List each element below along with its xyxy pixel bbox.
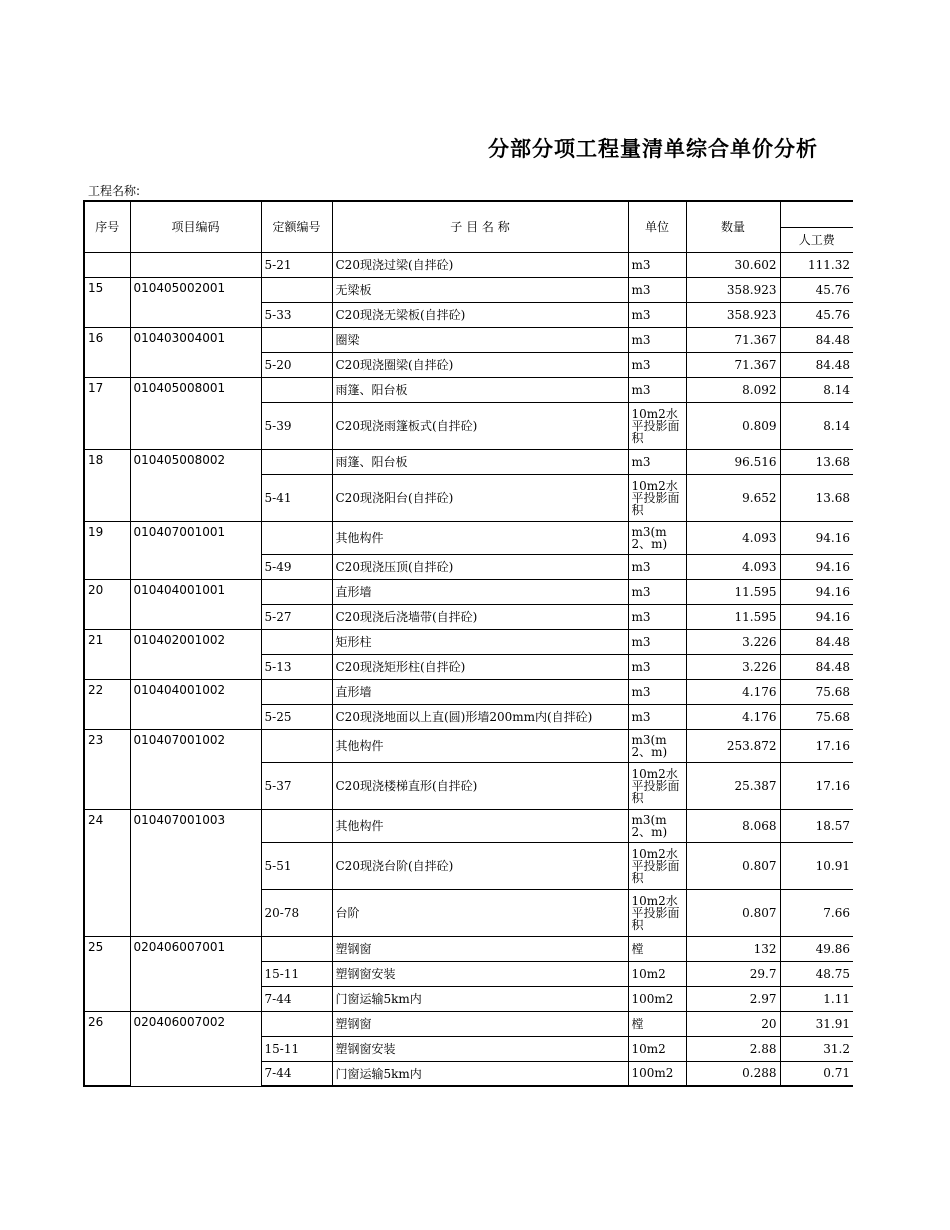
row-labor: 84.48 [780,327,853,352]
row-unit: m3 [628,654,686,679]
row-unit: m3 [628,252,686,277]
row-name: 圈梁 [332,327,628,352]
row-qty: 30.602 [686,252,780,277]
row-qty: 71.367 [686,327,780,352]
row-quota [261,936,332,961]
row-quota [261,521,332,554]
row-quota: 5-13 [261,654,332,679]
row-code: 010407001001 [130,521,261,579]
row-name: 雨篷、阳台板 [332,449,628,474]
row-qty: 2.88 [686,1036,780,1061]
row-name: 无梁板 [332,277,628,302]
row-qty: 3.226 [686,629,780,654]
row-code: 010405008001 [130,377,261,449]
row-seq: 15 [84,277,130,327]
row-name: C20现浇无梁板(自拌砼) [332,302,628,327]
row-unit: m3 [628,704,686,729]
row-unit: m3 [628,604,686,629]
row-name: C20现浇阳台(自拌砼) [332,474,628,521]
row-name: C20现浇矩形柱(自拌砼) [332,654,628,679]
row-unit: m3 [628,554,686,579]
row-labor: 84.48 [780,352,853,377]
table-row [84,521,853,554]
row-seq: 23 [84,729,130,809]
row-labor: 45.76 [780,277,853,302]
table-row [84,377,853,402]
row-quota: 5-27 [261,604,332,629]
row-unit: 10m2水平投影面积 [628,842,686,889]
row-labor: 17.16 [780,762,853,809]
row-unit: m3 [628,579,686,604]
row-qty: 358.923 [686,302,780,327]
row-quota: 5-41 [261,474,332,521]
row-code: 010407001002 [130,729,261,809]
row-name: C20现浇过梁(自拌砼) [332,252,628,277]
row-labor: 48.75 [780,961,853,986]
row-name: C20现浇雨篷板式(自拌砼) [332,402,628,449]
row-quota: 15-11 [261,1036,332,1061]
row-quota: 7-44 [261,986,332,1011]
row-unit: 100m2 [628,1061,686,1086]
row-quota [261,579,332,604]
row-unit: m3 [628,302,686,327]
row-name: C20现浇压顶(自拌砼) [332,554,628,579]
row-seq: 24 [84,809,130,936]
header-unit: 单位 [628,201,686,252]
row-labor: 18.57 [780,809,853,842]
row-unit: m3 [628,449,686,474]
row-labor: 31.2 [780,1036,853,1061]
row-code: 020406007002 [130,1011,261,1086]
row-qty: 4.093 [686,521,780,554]
table-row [84,1011,853,1036]
row-seq: 21 [84,629,130,679]
row-qty: 358.923 [686,277,780,302]
row-seq: 22 [84,679,130,729]
row-name: 其他构件 [332,521,628,554]
table-row [84,449,853,474]
row-qty: 0.807 [686,842,780,889]
row-quota: 5-39 [261,402,332,449]
row-labor: 75.68 [780,679,853,704]
row-qty: 4.093 [686,554,780,579]
row-seq: 25 [84,936,130,1011]
row-quota: 20-78 [261,889,332,936]
row-labor: 31.91 [780,1011,853,1036]
row-qty: 9.652 [686,474,780,521]
row-seq: 18 [84,449,130,521]
row-name: C20现浇楼梯直形(自拌砼) [332,762,628,809]
row-quota [261,809,332,842]
row-seq: 17 [84,377,130,449]
row-quota: 7-44 [261,1061,332,1086]
row-labor: 84.48 [780,629,853,654]
table-row [84,629,853,654]
row-qty: 25.387 [686,762,780,809]
header-qty: 数量 [686,201,780,252]
row-code: 010402001002 [130,629,261,679]
row-qty: 0.807 [686,889,780,936]
row-unit: 10m2水平投影面积 [628,402,686,449]
row-qty: 4.176 [686,679,780,704]
row-code: 020406007001 [130,936,261,1011]
row-labor: 1.11 [780,986,853,1011]
row-seq: 16 [84,327,130,377]
table-row [84,327,853,352]
row-labor: 94.16 [780,554,853,579]
table-row [84,809,853,842]
row-unit: m3(m2、m) [628,809,686,842]
row-quota: 5-37 [261,762,332,809]
row-quota: 5-21 [261,252,332,277]
header-group [780,201,853,227]
row-qty: 2.97 [686,986,780,1011]
row-unit: m3 [628,679,686,704]
row-quota: 5-33 [261,302,332,327]
row-labor: 94.16 [780,604,853,629]
row-qty: 96.516 [686,449,780,474]
row-code: 010407001003 [130,809,261,936]
row-quota [261,1011,332,1036]
row-seq: 20 [84,579,130,629]
table-row [84,936,853,961]
row-unit: m3(m2、m) [628,521,686,554]
row-name: 台阶 [332,889,628,936]
row-quota [261,729,332,762]
row-name: 其他构件 [332,809,628,842]
row-code: 010403004001 [130,327,261,377]
row-qty: 11.595 [686,604,780,629]
row-quota [261,679,332,704]
row-labor: 10.91 [780,842,853,889]
table-row [84,579,853,604]
row-quota [261,277,332,302]
row-unit: 樘 [628,936,686,961]
row-labor: 0.71 [780,1061,853,1086]
table-row [84,729,853,762]
row-quota [261,377,332,402]
row-unit: m3 [628,277,686,302]
header-labor: 人工费 [780,227,853,252]
header-name: 子 目 名 称 [332,201,628,252]
row-quota: 5-51 [261,842,332,889]
row-labor: 17.16 [780,729,853,762]
row-labor: 7.66 [780,889,853,936]
row-qty: 71.367 [686,352,780,377]
row-name: 塑钢窗 [332,936,628,961]
row-labor: 49.86 [780,936,853,961]
analysis-table [83,200,853,1087]
row-name: 塑钢窗安装 [332,961,628,986]
row-labor: 111.32 [780,252,853,277]
row-unit: 10m2水平投影面积 [628,762,686,809]
row-labor: 8.14 [780,402,853,449]
row-labor: 8.14 [780,377,853,402]
row-unit: m3 [628,377,686,402]
row-unit: m3 [628,352,686,377]
row-name: 门窗运输5km内 [332,986,628,1011]
row-code: 010405008002 [130,449,261,521]
row-quota: 5-49 [261,554,332,579]
row-code: 010404001001 [130,579,261,629]
row-name: 雨篷、阳台板 [332,377,628,402]
row-seq [84,252,130,277]
row-unit: m3 [628,327,686,352]
page-title: 分部分项工程量清单综合单价分析 [488,136,818,161]
row-qty: 0.809 [686,402,780,449]
row-name: 塑钢窗安装 [332,1036,628,1061]
row-code: 010404001002 [130,679,261,729]
row-unit: m3(m2、m) [628,729,686,762]
row-labor: 94.16 [780,579,853,604]
row-quota [261,327,332,352]
row-labor: 75.68 [780,704,853,729]
row-qty: 8.068 [686,809,780,842]
row-unit: m3 [628,629,686,654]
row-seq: 19 [84,521,130,579]
row-qty: 0.288 [686,1061,780,1086]
row-name: C20现浇圈梁(自拌砼) [332,352,628,377]
header-code: 项目编码 [130,201,261,252]
row-name: 塑钢窗 [332,1011,628,1036]
row-labor: 13.68 [780,474,853,521]
row-name: 其他构件 [332,729,628,762]
row-code [130,252,261,277]
row-quota: 5-20 [261,352,332,377]
row-quota: 15-11 [261,961,332,986]
row-name: 直形墙 [332,579,628,604]
row-qty: 132 [686,936,780,961]
row-quota [261,449,332,474]
row-name: C20现浇地面以上直(圆)形墙200mm内(自拌砼) [332,704,628,729]
row-qty: 11.595 [686,579,780,604]
row-name: C20现浇后浇墙带(自拌砼) [332,604,628,629]
header-quota: 定额编号 [261,201,332,252]
header-seq: 序号 [84,201,130,252]
row-name: 门窗运输5km内 [332,1061,628,1086]
row-quota: 5-25 [261,704,332,729]
table-row [84,252,853,277]
row-qty: 3.226 [686,654,780,679]
row-qty: 8.092 [686,377,780,402]
row-code: 010405002001 [130,277,261,327]
row-name: 直形墙 [332,679,628,704]
table-row [84,277,853,302]
row-seq: 26 [84,1011,130,1086]
row-name: 矩形柱 [332,629,628,654]
row-unit: 10m2 [628,961,686,986]
project-name-label: 工程名称: [88,184,141,198]
row-qty: 253.872 [686,729,780,762]
row-qty: 20 [686,1011,780,1036]
row-unit: 10m2水平投影面积 [628,889,686,936]
row-labor: 84.48 [780,654,853,679]
row-qty: 29.7 [686,961,780,986]
row-unit: 10m2 [628,1036,686,1061]
row-labor: 13.68 [780,449,853,474]
row-labor: 94.16 [780,521,853,554]
row-unit: 樘 [628,1011,686,1036]
row-qty: 4.176 [686,704,780,729]
row-quota [261,629,332,654]
table-row [84,679,853,704]
row-labor: 45.76 [780,302,853,327]
row-name: C20现浇台阶(自拌砼) [332,842,628,889]
row-unit: 100m2 [628,986,686,1011]
row-unit: 10m2水平投影面积 [628,474,686,521]
